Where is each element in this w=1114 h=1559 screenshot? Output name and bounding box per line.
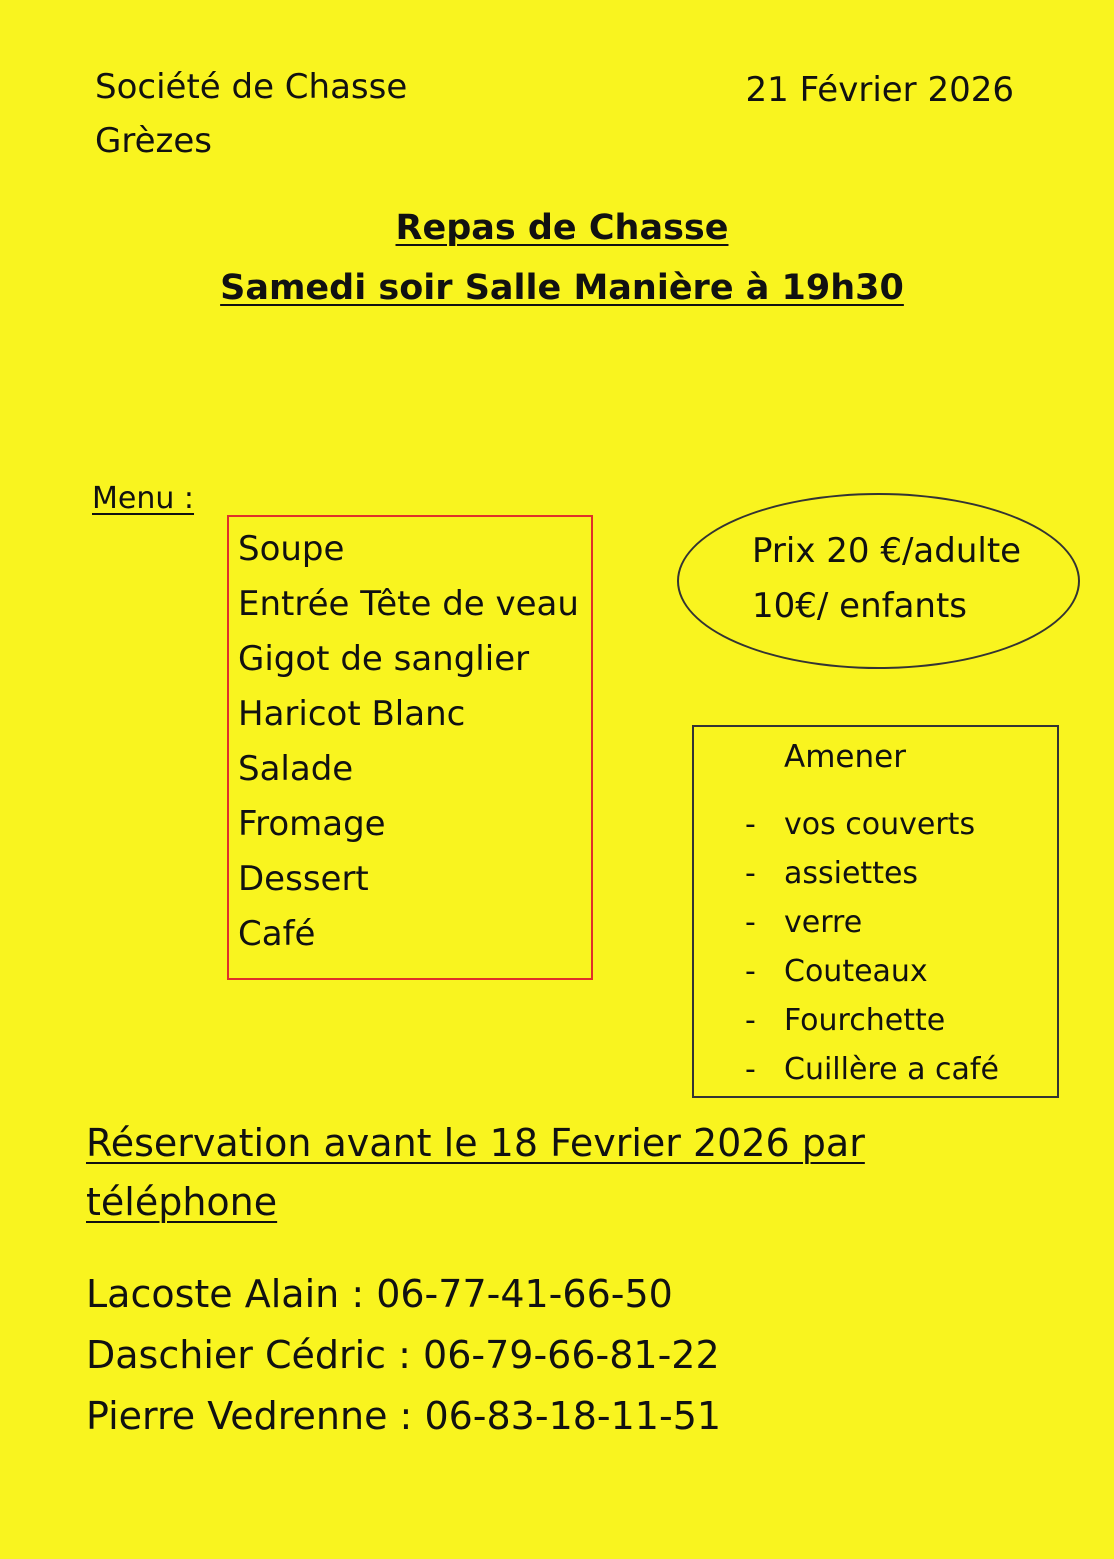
- bring-item: verre: [784, 905, 863, 940]
- menu-label: Menu :: [92, 481, 195, 516]
- list-bullet: -: [745, 954, 756, 989]
- list-bullet: -: [745, 905, 756, 940]
- reservation-line-1: Réservation avant le 18 Fevrier 2026 par: [86, 1121, 865, 1165]
- menu-item: Soupe: [238, 529, 345, 569]
- event-subtitle: Samedi soir Salle Manière à 19h30: [220, 268, 904, 308]
- bring-item: Cuillère a café: [784, 1052, 999, 1087]
- menu-item: Dessert: [238, 859, 369, 899]
- contact-phone: Daschier Cédric : 06-79-66-81-22: [86, 1333, 720, 1377]
- list-bullet: -: [745, 856, 756, 891]
- list-bullet: -: [745, 807, 756, 842]
- organization-location: Grèzes: [95, 121, 212, 161]
- list-bullet: -: [745, 1052, 756, 1087]
- list-bullet: -: [745, 1003, 756, 1038]
- price-adult: Prix 20 €/adulte: [752, 531, 1022, 571]
- bring-item: vos couverts: [784, 807, 976, 842]
- menu-item: Salade: [238, 749, 354, 789]
- reservation-line-2: téléphone: [86, 1180, 278, 1224]
- bring-item: assiettes: [784, 856, 919, 891]
- bring-item: Couteaux: [784, 954, 928, 989]
- menu-item: Entrée Tête de veau: [238, 584, 579, 624]
- menu-item: Café: [238, 914, 316, 954]
- organization-name: Société de Chasse: [95, 67, 408, 107]
- contact-phone: Pierre Vedrenne : 06-83-18-11-51: [86, 1394, 722, 1438]
- menu-item: Fromage: [238, 804, 386, 844]
- menu-item: Gigot de sanglier: [238, 639, 530, 679]
- bring-item: Fourchette: [784, 1003, 946, 1038]
- price-oval: [677, 493, 1080, 669]
- bring-title: Amener: [784, 739, 906, 775]
- contact-phone: Lacoste Alain : 06-77-41-66-50: [86, 1272, 673, 1316]
- event-date: 21 Février 2026: [745, 70, 1014, 110]
- menu-item: Haricot Blanc: [238, 694, 466, 734]
- price-children: 10€/ enfants: [752, 586, 968, 626]
- event-title: Repas de Chasse: [395, 208, 729, 248]
